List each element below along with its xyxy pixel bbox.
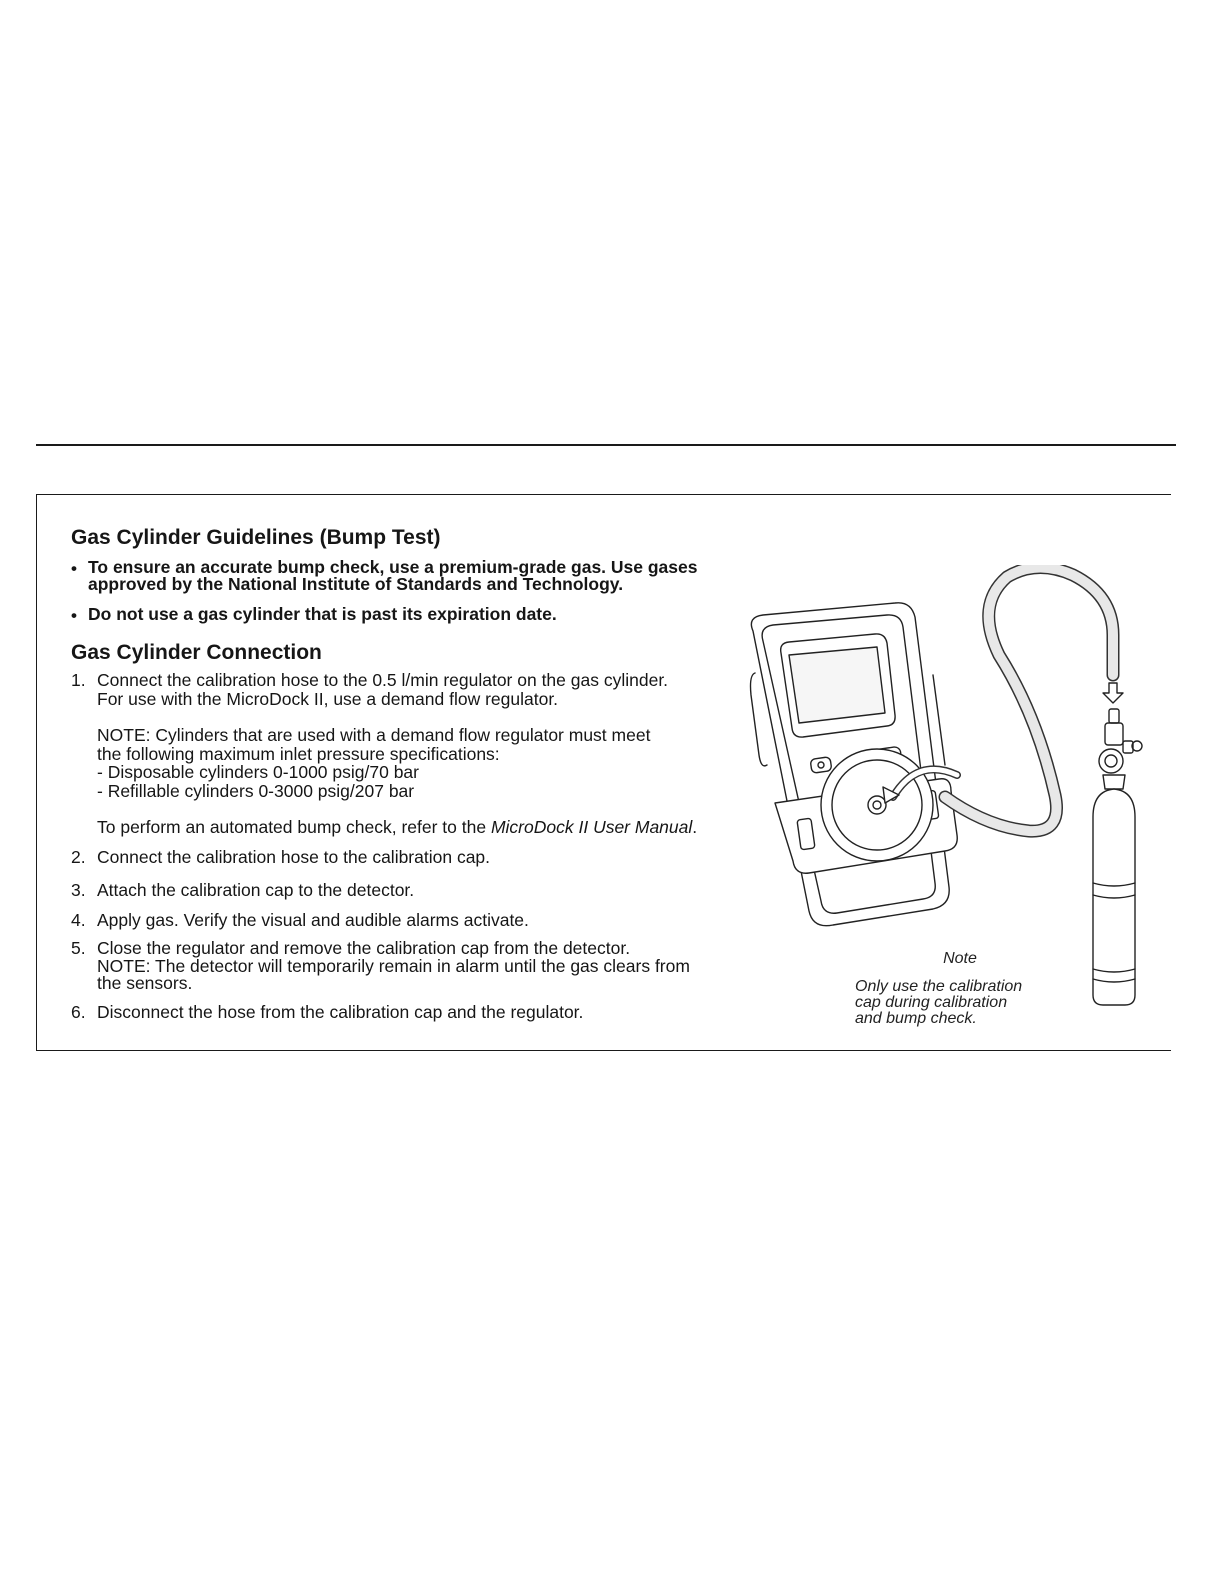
step-number: 1.	[71, 670, 86, 690]
connection-heading: Gas Cylinder Connection	[71, 641, 322, 664]
guidelines-list	[71, 559, 771, 623]
top-rule	[36, 444, 1176, 446]
caption-line2: cap during calibration	[855, 994, 1008, 1011]
step-3-text: Attach the calibration cap to the detector.	[97, 880, 415, 900]
text-column	[71, 525, 771, 1021]
note-line: NOTE: Cylinders that are used with a demand flow regulator must meet	[97, 725, 651, 745]
step-4-text: Apply gas. Verify the visual and audible alarms activate.	[97, 909, 529, 930]
note-line: - Disposable cylinders 0-1000 psig/70 bar	[97, 762, 419, 782]
step-number: 6.	[71, 1001, 86, 1022]
guideline-item	[71, 559, 771, 593]
step-1-line1: Connect the calibration hose to the 0.5 l/min regulator on the gas cylinder.	[97, 670, 669, 690]
step-2-text: Connect the calibration hose to the calibration cap.	[97, 846, 491, 867]
step-number: 5.	[71, 938, 86, 958]
guideline-1-line2: approved by the National Institute of Standards and Technology.	[88, 574, 624, 594]
step-6	[71, 1003, 771, 1022]
step-5	[71, 940, 771, 993]
note-line: - Refillable cylinders 0-3000 psig/207 bar	[97, 780, 415, 801]
guideline-item	[71, 606, 771, 623]
guideline-2-line1: • Do not use a gas cylinder that is past its expiration date.	[88, 604, 557, 624]
step-number: 2.	[71, 846, 86, 867]
step-6-text: Disconnect the hose from the calibration cap and the regulator.	[97, 1001, 584, 1022]
step-number: 4.	[71, 909, 86, 930]
caption-line1: Only use the calibration	[855, 978, 1023, 995]
step-5-line2: NOTE: The detector will temporarily remain in alarm until the gas clears from	[97, 955, 690, 976]
step-3	[71, 881, 771, 900]
step-2	[71, 848, 771, 867]
calibration-hose	[945, 567, 1113, 831]
regulator-gauge	[1099, 749, 1123, 773]
guideline-1-line1: • To ensure an accurate bump check, use a premium-grade gas. Use gases	[88, 557, 698, 577]
step-number: 3.	[71, 880, 86, 900]
manual-title: MicroDock II User Manual	[490, 817, 693, 837]
step-5-line3: the sensors.	[97, 973, 193, 993]
step-1-note	[97, 726, 771, 800]
automated-prefix: To perform an automated bump check, refer to the	[97, 817, 491, 837]
calibration-cap	[821, 749, 933, 861]
connection-steps	[71, 671, 771, 1021]
regulator-nozzle	[1109, 709, 1119, 723]
step-5-line1: Close the regulator and remove the calibration cap from the detector.	[97, 938, 631, 958]
note-line: the following maximum inlet pressure specifications:	[97, 743, 500, 764]
step-1-line2: For use with the MicroDock II, use a demand flow regulator.	[97, 688, 559, 709]
step-4	[71, 911, 771, 930]
down-arrow-icon	[1103, 683, 1123, 703]
step-1	[71, 671, 771, 837]
instruction-panel	[36, 494, 1171, 1051]
caption-line3: and bump check.	[855, 1010, 977, 1027]
automated-suffix: .	[692, 817, 698, 837]
step-1-automated-note	[97, 818, 771, 837]
note-caption	[855, 951, 1055, 1027]
guidelines-heading: Gas Cylinder Guidelines (Bump Test)	[71, 526, 441, 549]
caption-heading: Note	[943, 950, 977, 967]
